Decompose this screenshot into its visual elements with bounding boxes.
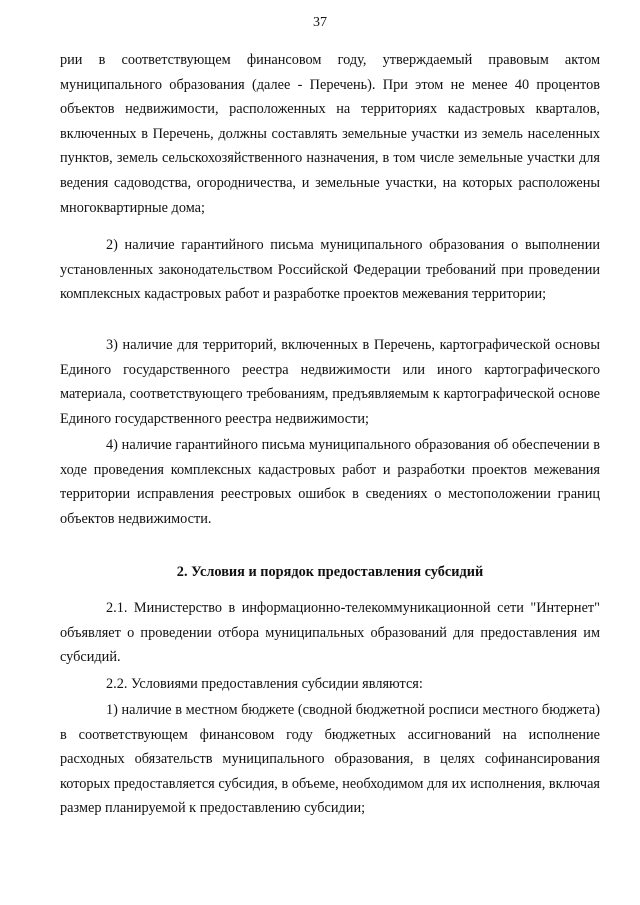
paragraph-item-3-block — [60, 333, 600, 431]
paragraph-continuation: рии в соответствующем финансовом году, утверждаемый правовым актом муниципального образования (далее - Перечень). При этом не менее 40 процентов объектов недвижимости, расположенных на территориях кадастровых кварталов, включенных в Перечень, должны составлять земельные участки из земель населенных пунктов, земель сельскохозяйственного назначения, в том числе земельные участки для ведения садоводства, огородничества, и земельные участки, на которых расположены многоквартирные дома; — [60, 52, 600, 216]
section-heading: 2. Условия и порядок предоставления субсидий — [176, 564, 484, 580]
paragraph-item-4-block — [60, 433, 600, 531]
paragraph-condition-1: 1) наличие в местном бюджете (сводной бюджетной росписи местного бюджета) в соответствующем финансовом году бюджетных ассигнований на исполнение расходных обязательств муниципального образования, в целях софинансирования которых предоставляется субсидия, в объеме, необходимом для их исполнения, включая размер планируемой к предоставлению субсидии; — [60, 702, 600, 817]
paragraph-condition-1-block — [60, 698, 600, 821]
paragraph-2-1-block — [60, 596, 600, 670]
page-number: 37 — [313, 15, 327, 30]
paragraph-2-1: 2.1. Министерство в информационно-телекоммуникационной сети "Интернет" объявляет о проведении отбора муниципальных образований для предоставления им субсидий. — [60, 600, 600, 666]
paragraph-item-3: 3) наличие для территорий, включенных в Перечень, картографической основы Единого государственного реестра недвижимости или иного картографического материала, соответствующего требованиям, предъявляемым к картографической основе Единого государственного реестра недвижимости; — [60, 337, 600, 427]
paragraph-continuation-block — [60, 48, 600, 220]
section-heading-block — [60, 560, 600, 585]
paragraph-item-2: 2) наличие гарантийного письма муниципального образования о выполнении установленных законодательством Российской Федерации требований при проведении комплексных кадастровых работ и разработке проектов межевания территории; — [60, 237, 600, 303]
paragraph-item-2-block — [60, 233, 600, 307]
paragraph-2-2-block — [60, 672, 600, 697]
paragraph-2-2: 2.2. Условиями предоставления субсидии являются: — [106, 676, 423, 692]
paragraph-item-4: 4) наличие гарантийного письма муниципального образования об обеспечении в ходе проведения комплексных кадастровых работ и разработки проектов межевания территории исправления реестровых ошибок в сведениях о местоположении границ объектов недвижимости. — [60, 437, 600, 527]
